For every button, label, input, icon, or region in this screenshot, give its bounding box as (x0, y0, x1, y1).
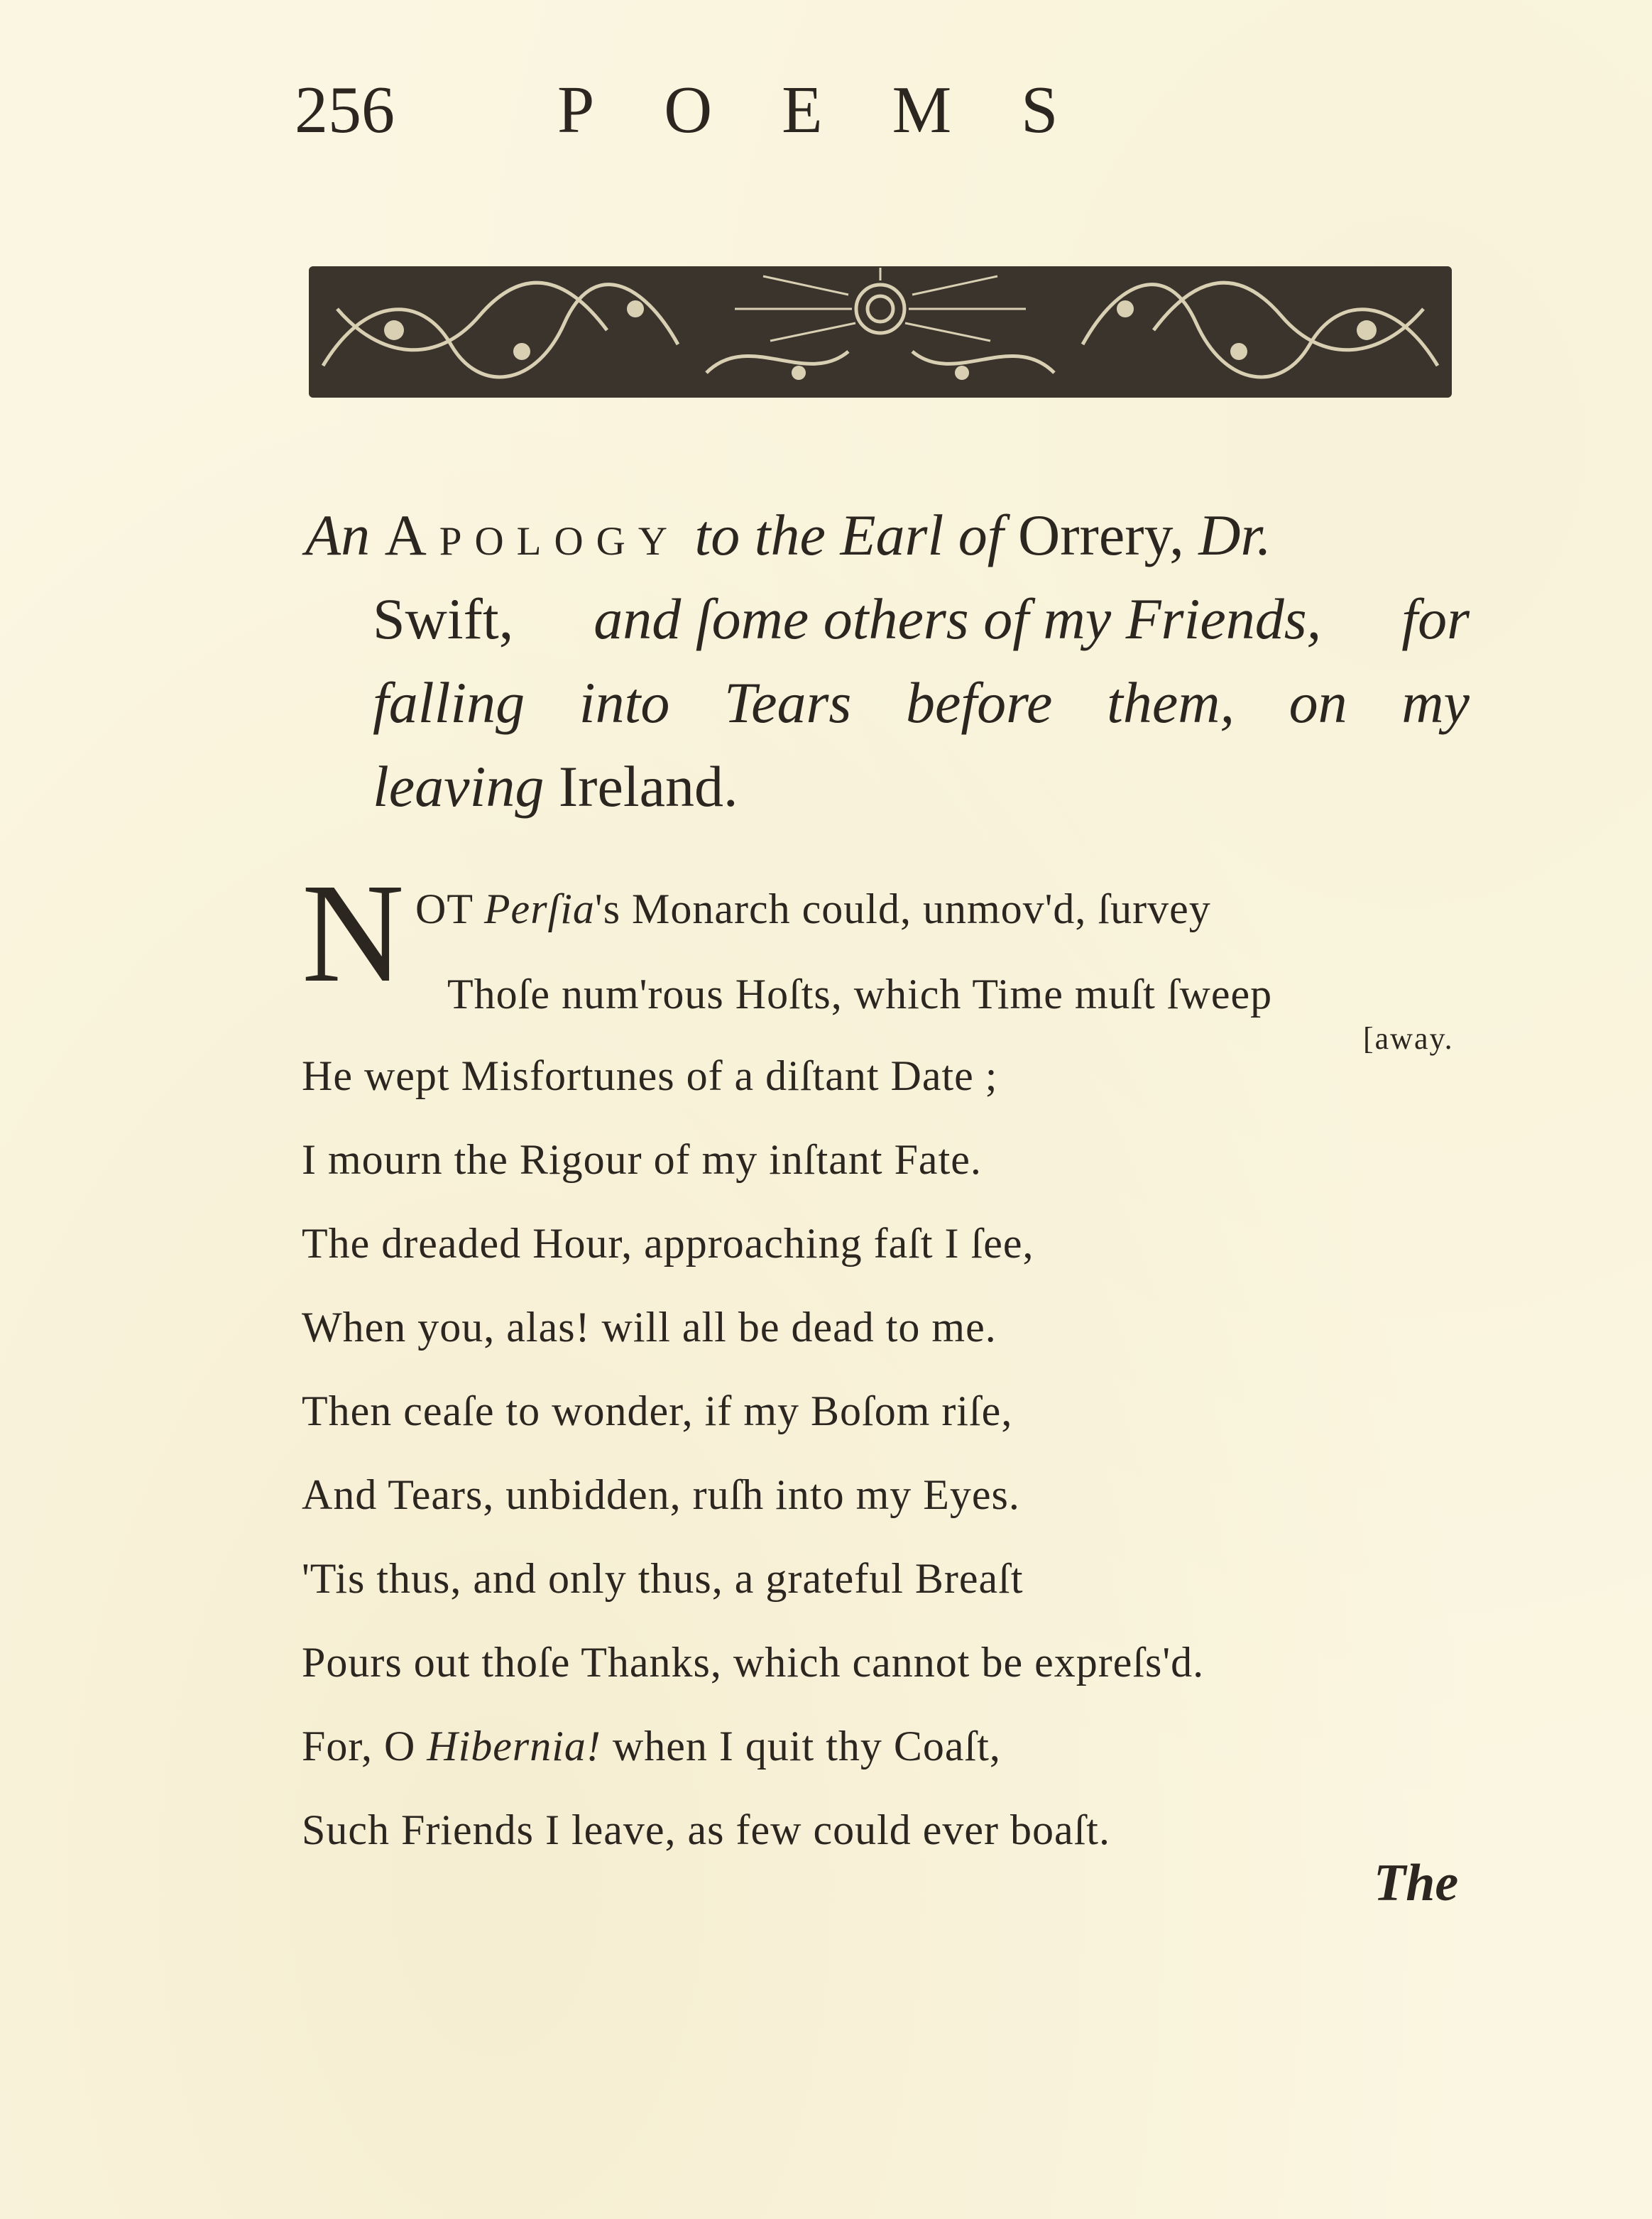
verse-line-6: When you, alas! will all be dead to me. (302, 1304, 997, 1351)
verse-text-persia: Perſia (483, 885, 595, 932)
verse-line-11 (302, 1721, 1001, 1771)
title-word: into (579, 670, 670, 735)
verse-line-10: Pours out thoſe Thanks, which cannot be expreſs'd. (302, 1639, 1205, 1686)
title-word: An (305, 503, 371, 567)
verse-line-9: 'Tis thus, and only thus, a grateful Breaſt (302, 1555, 1024, 1602)
verse-text: For, O (302, 1723, 427, 1770)
verse-text-hibernia: Hibernia! (427, 1723, 601, 1770)
verse-line-4: I mourn the Rigour of my inſtant Fate. (302, 1136, 982, 1183)
title-phrase: to the Earl of (694, 503, 1004, 567)
headpiece-ornament-icon (309, 266, 1452, 398)
verse-line-2: Thoſe num'rous Hoſts, which Time muſt ſweep (447, 971, 1273, 1018)
title-word: falling (373, 670, 525, 735)
verse-text: 's Monarch could, unmov'd, ſurvey (594, 885, 1211, 932)
title-word: for (1401, 587, 1470, 651)
title-word: Tears (724, 670, 852, 735)
title-name-swift: Swift, (373, 587, 514, 651)
title-name-ireland: Ireland. (558, 754, 738, 819)
verse-line-12: Such Friends I leave, as few could ever boaſt. (302, 1806, 1110, 1853)
title-line-2 (305, 577, 1470, 661)
title-word: my (1401, 670, 1470, 735)
title-word: them, (1107, 670, 1235, 735)
verse-line-1 (415, 884, 1211, 934)
verse-turnover: [away. (1363, 1021, 1454, 1056)
verse-line-8: And Tears, unbidden, ruſh into my Eyes. (302, 1471, 1020, 1518)
title-phrase: and ſome others of my Friends, (593, 587, 1322, 651)
title-word: on (1289, 670, 1347, 735)
running-head (295, 71, 1218, 149)
title-line-1 (305, 494, 1470, 577)
drop-cap: N (302, 855, 405, 1012)
title-word: Dr. (1198, 503, 1271, 567)
poem-title (305, 494, 1470, 829)
page-number: 256 (295, 73, 395, 147)
title-word: leaving (373, 754, 545, 819)
verse-text: when I quit thy Coaſt, (601, 1723, 1001, 1770)
running-title: POEMS (557, 73, 1128, 147)
verse-text: OT (415, 885, 484, 932)
verse-line-5: The dreaded Hour, approaching faſt I ſee, (302, 1220, 1034, 1267)
verse-line-3: He wept Misfortunes of a diſtant Date ; (302, 1052, 998, 1099)
title-word: before (905, 670, 1053, 735)
catchword: The (1374, 1854, 1459, 1912)
verse-line-7: Then ceaſe to wonder, if my Boſom riſe, (302, 1387, 1013, 1434)
title-line-4 (305, 745, 1470, 829)
title-word-apology: Apology (384, 503, 680, 567)
title-line-3 (305, 661, 1470, 745)
title-name-orrery: Orrery, (1018, 503, 1184, 567)
